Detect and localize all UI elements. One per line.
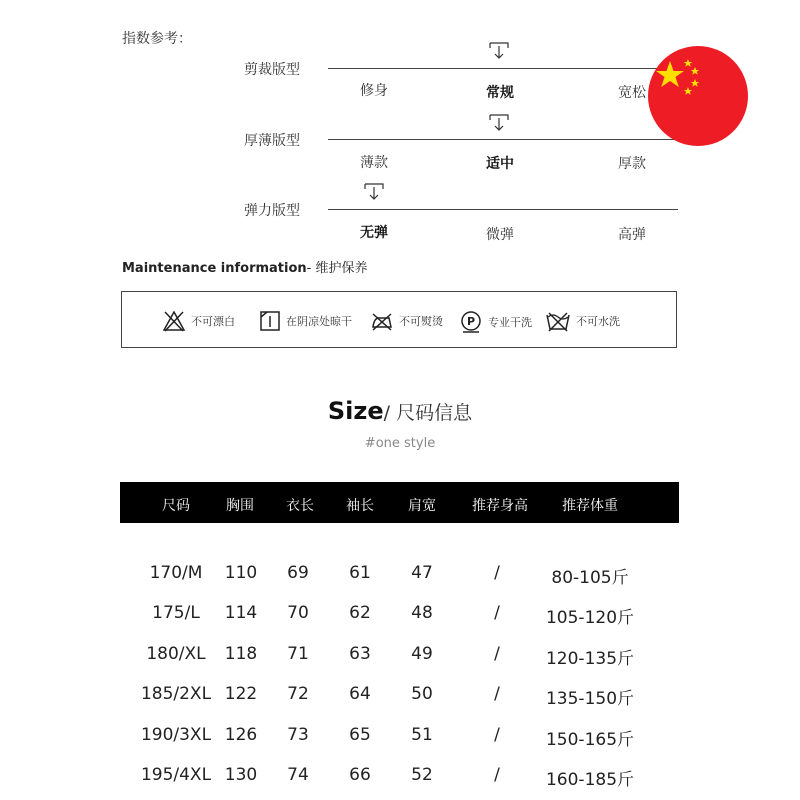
cell-chest: 130 xyxy=(224,765,258,785)
cell-weight: 120-135斤 xyxy=(545,649,635,669)
elasticity-label: 弹力版型 xyxy=(244,203,300,219)
care-item-professional-dry-clean xyxy=(459,310,532,334)
cell-shoulder: 52 xyxy=(411,765,433,785)
fit-cut-scale xyxy=(328,68,678,69)
maintenance-title-en: Maintenance information xyxy=(122,261,307,276)
size-section-title xyxy=(0,397,800,425)
care-label-no-wash: 不可水洗 xyxy=(576,315,620,328)
care-label-shade-dry: 在阴凉处晾干 xyxy=(286,315,352,328)
cell-height: / xyxy=(494,603,500,623)
elasticity-option-none: 无弹 xyxy=(360,225,388,241)
cell-size: 180/XL xyxy=(146,644,206,664)
thickness-scale xyxy=(328,139,678,140)
care-item-no-wash xyxy=(545,310,620,332)
cell-size: 190/3XL xyxy=(140,725,212,745)
size-table-header xyxy=(120,482,679,523)
cropped-heading-fragment xyxy=(372,0,432,2)
cell-weight: 80-105斤 xyxy=(551,568,629,588)
fit-option-slim: 修身 xyxy=(360,83,388,99)
cell-chest: 118 xyxy=(224,644,258,664)
cell-size: 170/M xyxy=(149,563,203,583)
thickness-option-medium: 适中 xyxy=(486,156,514,172)
cell-height: / xyxy=(494,725,500,745)
no-bleach-icon xyxy=(162,310,186,332)
cell-size: 175/L xyxy=(152,603,200,623)
cell-height: / xyxy=(494,563,500,583)
thickness-label: 厚薄版型 xyxy=(244,133,300,149)
header-height: 推荐身高 xyxy=(472,498,528,514)
cell-shoulder: 47 xyxy=(411,563,433,583)
care-instructions-box xyxy=(121,291,677,348)
index-reference-title: 指数参考： xyxy=(122,31,192,47)
cell-weight: 135-150斤 xyxy=(545,689,635,709)
cell-length: 71 xyxy=(287,644,309,664)
thickness-option-thick: 厚款 xyxy=(618,156,646,172)
cell-sleeve: 66 xyxy=(349,765,371,785)
header-chest: 胸围 xyxy=(226,498,254,514)
thickness-marker-icon xyxy=(488,114,510,134)
elasticity-option-slight: 微弹 xyxy=(486,227,514,243)
cell-length: 72 xyxy=(287,684,309,704)
size-title-en: Size xyxy=(327,397,384,425)
cell-sleeve: 63 xyxy=(349,644,371,664)
maintenance-title xyxy=(122,257,368,276)
cell-chest: 126 xyxy=(224,725,258,745)
thickness-option-thin: 薄款 xyxy=(360,155,388,171)
cell-shoulder: 51 xyxy=(411,725,433,745)
shade-dry-icon xyxy=(259,310,281,332)
header-sleeve: 袖长 xyxy=(346,498,374,514)
cell-sleeve: 61 xyxy=(349,563,371,583)
no-wash-icon xyxy=(545,310,571,332)
china-flag-icon xyxy=(648,46,748,146)
cell-weight: 150-165斤 xyxy=(545,730,635,750)
size-subtitle: #one style xyxy=(364,436,436,451)
fit-cut-label: 剪裁版型 xyxy=(244,62,300,78)
header-length: 衣长 xyxy=(286,498,314,514)
no-iron-icon xyxy=(370,310,394,332)
cell-weight: 105-120斤 xyxy=(545,608,635,628)
care-label-no-iron: 不可熨烫 xyxy=(399,315,443,328)
cell-chest: 122 xyxy=(224,684,258,704)
professional-dry-clean-icon xyxy=(459,310,483,334)
care-label-no-bleach: 不可漂白 xyxy=(191,315,235,328)
cell-shoulder: 48 xyxy=(411,603,433,623)
fit-cut-marker-icon xyxy=(488,42,510,62)
elasticity-option-high: 高弹 xyxy=(618,227,646,243)
cell-size: 185/2XL xyxy=(140,684,212,704)
cell-height: / xyxy=(494,644,500,664)
care-item-no-iron xyxy=(370,310,443,332)
cell-height: / xyxy=(494,765,500,785)
header-size: 尺码 xyxy=(162,498,190,514)
cell-length: 69 xyxy=(287,563,309,583)
cell-height: / xyxy=(494,684,500,704)
elasticity-scale xyxy=(328,209,678,210)
cell-length: 74 xyxy=(287,765,309,785)
cell-shoulder: 49 xyxy=(411,644,433,664)
care-label-professional-dry-clean: 专业干洗 xyxy=(488,316,532,329)
maintenance-title-cn: - 维护保养 xyxy=(306,261,368,276)
cell-chest: 110 xyxy=(224,563,258,583)
size-title-cn: / 尺码信息 xyxy=(383,402,473,424)
header-shoulder: 肩宽 xyxy=(408,498,436,514)
care-item-no-bleach xyxy=(162,310,235,332)
fit-option-loose: 宽松 xyxy=(618,85,646,101)
cell-sleeve: 64 xyxy=(349,684,371,704)
cell-weight: 160-185斤 xyxy=(545,770,635,790)
cell-sleeve: 65 xyxy=(349,725,371,745)
cell-chest: 114 xyxy=(224,603,258,623)
cell-length: 73 xyxy=(287,725,309,745)
care-item-shade-dry xyxy=(259,310,352,332)
cell-size: 195/4XL xyxy=(140,765,212,785)
cell-length: 70 xyxy=(287,603,309,623)
elasticity-marker-icon xyxy=(363,183,385,203)
fit-option-regular: 常规 xyxy=(486,85,514,101)
header-weight: 推荐体重 xyxy=(562,498,618,514)
cell-sleeve: 62 xyxy=(349,603,371,623)
cell-shoulder: 50 xyxy=(411,684,433,704)
svg-text:P: P xyxy=(466,315,476,328)
